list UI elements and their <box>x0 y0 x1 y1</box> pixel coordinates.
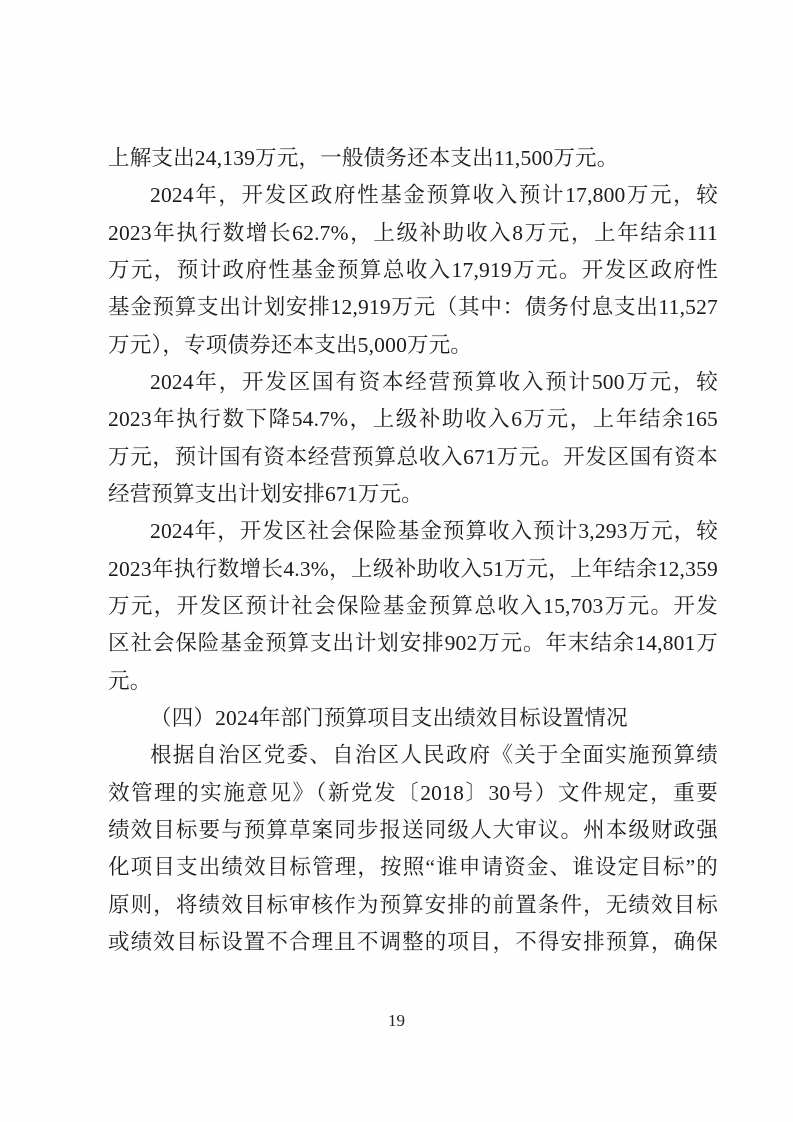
para-governmental-fund-budget <box>108 177 718 364</box>
text-line: 2024年，开发区社会保险基金预算收入预计3,293万元，较 <box>150 519 718 544</box>
text-line: 2023年执行数下降54.7%，上级补助收入6万元，上年结余165 <box>108 407 718 432</box>
page-number: 19 <box>388 1011 405 1030</box>
heading-performance-target-section <box>108 700 718 737</box>
text-line: 万元），专项债券还本支出5,000万元。 <box>108 332 473 357</box>
para-state-capital-operation-budget <box>108 364 718 513</box>
text-line: 或绩效目标设置不合理且不调整的项目，不得安排预算，确保 <box>108 929 718 954</box>
text-line: 万元，开发区预计社会保险基金预算总收入15,703万元。开发 <box>108 593 718 618</box>
text-line: 万元，预计国有资本经营预算总收入671万元。开发区国有资本 <box>108 444 718 469</box>
text-line: 原则，将绩效目标审核作为预算安排的前置条件，无绩效目标 <box>108 892 718 917</box>
text-line: 上解支出24,139万元，一般债务还本支出11,500万元。 <box>108 146 619 170</box>
text-line: 区社会保险基金预算支出计划安排902万元。年末结余14,801万 <box>108 631 718 656</box>
text-line: 万元，预计政府性基金预算总收入17,919万元。开发区政府性 <box>108 257 718 282</box>
para-social-insurance-fund-budget <box>108 513 718 700</box>
text-line: 2024年，开发区政府性基金预算收入预计17,800万元，较 <box>150 183 718 208</box>
text-block <box>108 140 718 961</box>
para-general-budget-continuation <box>108 140 718 177</box>
text-line: 2024年，开发区国有资本经营预算收入预计500万元，较 <box>150 369 718 394</box>
text-line: 2023年执行数增长62.7%，上级补助收入8万元，上年结余111 <box>108 220 718 245</box>
text-line: 基金预算支出计划安排12,919万元（其中：债务付息支出11,527 <box>108 295 718 320</box>
text-line: 经营预算支出计划安排671万元。 <box>108 481 423 506</box>
para-performance-target-management <box>108 737 718 961</box>
text-line: 效管理的实施意见》（新党发〔2018〕30号）文件规定，重要 <box>108 780 718 805</box>
text-line: 2023年执行数增长4.3%，上级补助收入51万元，上年结余12,359 <box>108 556 718 581</box>
text-line: 化项目支出绩效目标管理，按照“谁申请资金、谁设定目标”的 <box>108 855 718 880</box>
text-line: 根据自治区党委、自治区人民政府《关于全面实施预算绩 <box>150 743 718 768</box>
text-line: 元。 <box>108 668 152 693</box>
section-heading: （四）2024年部门预算项目支出绩效目标设置情况 <box>150 705 628 730</box>
text-line: 绩效目标要与预算草案同步报送同级人大审议。州本级财政强 <box>108 817 718 842</box>
